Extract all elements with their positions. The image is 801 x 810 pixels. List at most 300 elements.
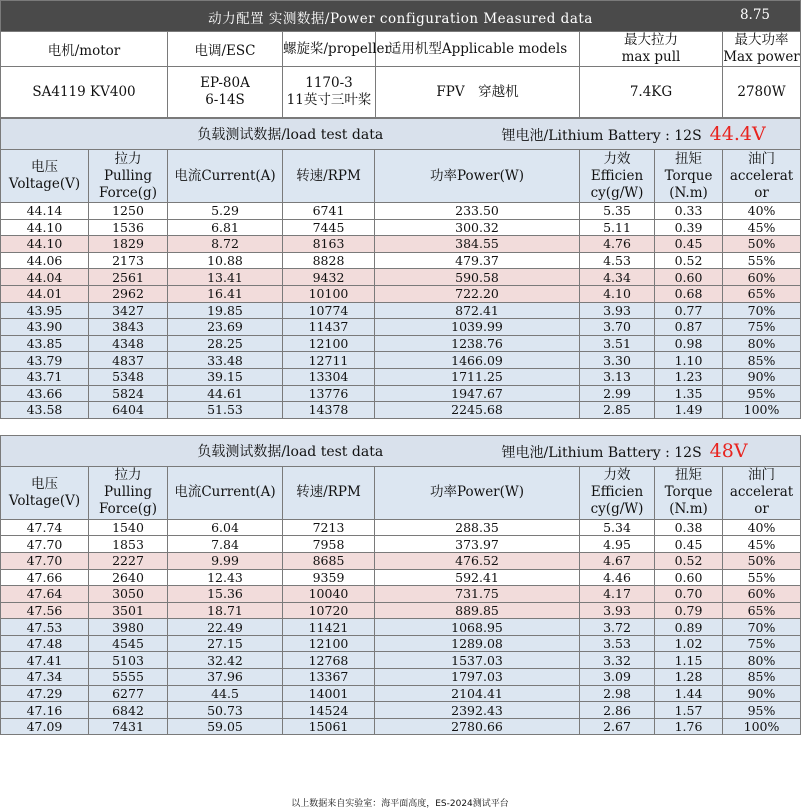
table-cell: 44.5 bbox=[168, 685, 283, 702]
pull-header-en-1: Pulling bbox=[103, 484, 153, 501]
table-cell: 47.70 bbox=[1, 536, 89, 553]
table-cell: 55% bbox=[723, 569, 801, 586]
table-row bbox=[1, 569, 801, 586]
table-cell: 3843 bbox=[89, 319, 168, 336]
table-cell: 43.79 bbox=[1, 352, 89, 369]
table-cell: 2.86 bbox=[580, 702, 655, 719]
table-cell: 43.90 bbox=[1, 319, 89, 336]
table-row bbox=[1, 236, 801, 253]
power-header: 功率Power(W) bbox=[375, 150, 580, 203]
data-rows bbox=[1, 203, 801, 419]
efficiency-header-en-1: Efficien bbox=[590, 167, 644, 184]
table-cell: 2962 bbox=[89, 285, 168, 302]
table-cell: 0.89 bbox=[655, 619, 723, 636]
esc-value bbox=[168, 67, 283, 118]
table-row bbox=[1, 619, 801, 636]
table-cell: 70% bbox=[723, 302, 801, 319]
efficiency-header-en-2: cy(g/W) bbox=[590, 184, 644, 201]
table-cell: 4.67 bbox=[580, 552, 655, 569]
table-cell: 300.32 bbox=[375, 219, 580, 236]
throttle-header-cn: 油门 bbox=[748, 467, 776, 484]
table-cell: 384.55 bbox=[375, 236, 580, 253]
table-cell: 9.99 bbox=[168, 552, 283, 569]
table-cell: 590.58 bbox=[375, 269, 580, 286]
table-cell: 0.87 bbox=[655, 319, 723, 336]
throttle-header bbox=[723, 466, 801, 519]
table-cell: 75% bbox=[723, 319, 801, 336]
table-cell: 3.53 bbox=[580, 635, 655, 652]
table-cell: 4.46 bbox=[580, 569, 655, 586]
table-row bbox=[1, 402, 801, 419]
table-cell: 60% bbox=[723, 269, 801, 286]
table-cell: 18.71 bbox=[168, 602, 283, 619]
table-cell: 7213 bbox=[283, 519, 375, 536]
voltage-header bbox=[1, 466, 89, 519]
pull-header-en-2: Force(g) bbox=[99, 184, 157, 201]
table-row bbox=[1, 352, 801, 369]
table-cell: 592.41 bbox=[375, 569, 580, 586]
table-cell: 40% bbox=[723, 519, 801, 536]
table-cell: 2.98 bbox=[580, 685, 655, 702]
table-cell: 0.60 bbox=[655, 569, 723, 586]
table-cell: 28.25 bbox=[168, 335, 283, 352]
table-cell: 1068.95 bbox=[375, 619, 580, 636]
propeller-value bbox=[283, 67, 376, 117]
table-cell: 9432 bbox=[283, 269, 375, 286]
table-cell: 13304 bbox=[283, 368, 375, 385]
current-header: 电流Current(A) bbox=[168, 466, 283, 519]
table-cell: 1711.25 bbox=[375, 368, 580, 385]
table-row bbox=[1, 602, 801, 619]
table-cell: 5.11 bbox=[580, 219, 655, 236]
pull-header bbox=[89, 466, 168, 519]
table-cell: 95% bbox=[723, 702, 801, 719]
table-cell: 1.15 bbox=[655, 652, 723, 669]
table-cell: 1.44 bbox=[655, 685, 723, 702]
table-cell: 1466.09 bbox=[375, 352, 580, 369]
table-cell: 3.51 bbox=[580, 335, 655, 352]
table-cell: 44.06 bbox=[1, 252, 89, 269]
table-cell: 1.35 bbox=[655, 385, 723, 402]
table-cell: 44.04 bbox=[1, 269, 89, 286]
table-cell: 6.04 bbox=[168, 519, 283, 536]
rpm-header: 转速/RPM bbox=[283, 150, 375, 203]
table-cell: 45% bbox=[723, 536, 801, 553]
table-cell: 2104.41 bbox=[375, 685, 580, 702]
table-cell: 1250 bbox=[89, 203, 168, 220]
table-row bbox=[1, 302, 801, 319]
table-cell: 8685 bbox=[283, 552, 375, 569]
max-power-value: 2780W bbox=[723, 67, 801, 118]
data-rows bbox=[1, 519, 801, 735]
table-cell: 2.67 bbox=[580, 718, 655, 735]
propeller-value-2: 11英寸三叶桨 bbox=[286, 92, 372, 108]
table-row bbox=[1, 635, 801, 652]
pull-header-en-1: Pulling bbox=[103, 167, 153, 184]
table-cell: 2.85 bbox=[580, 402, 655, 419]
table-cell: 43.66 bbox=[1, 385, 89, 402]
table-cell: 6.81 bbox=[168, 219, 283, 236]
torque-header bbox=[655, 150, 723, 203]
table-cell: 43.85 bbox=[1, 335, 89, 352]
table-cell: 43.71 bbox=[1, 368, 89, 385]
table-cell: 0.45 bbox=[655, 536, 723, 553]
table-cell: 37.96 bbox=[168, 669, 283, 686]
table-cell: 1238.76 bbox=[375, 335, 580, 352]
voltage-header-cn: 电压 bbox=[31, 159, 58, 175]
spec-header-row bbox=[1, 32, 801, 67]
table-cell: 85% bbox=[723, 669, 801, 686]
table-cell: 47.66 bbox=[1, 569, 89, 586]
table-cell: 40% bbox=[723, 203, 801, 220]
table-cell: 3.70 bbox=[580, 319, 655, 336]
table-cell: 80% bbox=[723, 652, 801, 669]
battery-voltage: 44.4V bbox=[709, 123, 766, 145]
table-cell: 12711 bbox=[283, 352, 375, 369]
table-cell: 4837 bbox=[89, 352, 168, 369]
table-cell: 45% bbox=[723, 219, 801, 236]
table-cell: 1.02 bbox=[655, 635, 723, 652]
table-cell: 4545 bbox=[89, 635, 168, 652]
table-cell: 50% bbox=[723, 552, 801, 569]
table-cell: 100% bbox=[723, 718, 801, 735]
section-gap bbox=[0, 419, 800, 435]
load-test-label: 负载测试数据/load test data bbox=[1, 119, 580, 150]
table-cell: 47.41 bbox=[1, 652, 89, 669]
table-cell: 70% bbox=[723, 619, 801, 636]
table-cell: 7431 bbox=[89, 718, 168, 735]
table-cell: 479.37 bbox=[375, 252, 580, 269]
table-cell: 39.15 bbox=[168, 368, 283, 385]
table-cell: 0.70 bbox=[655, 586, 723, 603]
table-cell: 4348 bbox=[89, 335, 168, 352]
table-cell: 2173 bbox=[89, 252, 168, 269]
table-row bbox=[1, 269, 801, 286]
table-cell: 44.61 bbox=[168, 385, 283, 402]
table-cell: 4.95 bbox=[580, 536, 655, 553]
table-row bbox=[1, 319, 801, 336]
table-cell: 889.85 bbox=[375, 602, 580, 619]
table-cell: 50% bbox=[723, 236, 801, 253]
pull-header bbox=[89, 150, 168, 203]
efficiency-header bbox=[580, 150, 655, 203]
table-cell: 1.57 bbox=[655, 702, 723, 719]
table-row bbox=[1, 203, 801, 220]
table-row bbox=[1, 652, 801, 669]
table-cell: 4.17 bbox=[580, 586, 655, 603]
table-cell: 1540 bbox=[89, 519, 168, 536]
table-cell: 1.28 bbox=[655, 669, 723, 686]
load-test-table bbox=[0, 118, 801, 419]
table-cell: 75% bbox=[723, 635, 801, 652]
table-cell: 12768 bbox=[283, 652, 375, 669]
table-cell: 5103 bbox=[89, 652, 168, 669]
table-cell: 15.36 bbox=[168, 586, 283, 603]
battery-cell bbox=[501, 435, 801, 466]
table-cell: 7445 bbox=[283, 219, 375, 236]
table-cell: 10720 bbox=[283, 602, 375, 619]
max-pull-cn: 最大拉力 bbox=[624, 32, 678, 48]
esc-header: 电调/ESC bbox=[168, 32, 283, 67]
table-cell: 5555 bbox=[89, 669, 168, 686]
table-cell: 43.58 bbox=[1, 402, 89, 419]
torque-header-cn: 扭矩 bbox=[675, 150, 703, 167]
battery-voltage: 48V bbox=[709, 439, 748, 462]
table-cell: 13776 bbox=[283, 385, 375, 402]
propeller-value-1: 1170-3 bbox=[305, 75, 353, 91]
table-cell: 13.41 bbox=[168, 269, 283, 286]
table-cell: 1853 bbox=[89, 536, 168, 553]
max-power-cn: 最大功率 bbox=[734, 32, 789, 48]
load-test-label: 负载测试数据/load test data bbox=[1, 435, 580, 466]
table-cell: 8828 bbox=[283, 252, 375, 269]
table-row bbox=[1, 252, 801, 269]
table-cell: 8.72 bbox=[168, 236, 283, 253]
table-row bbox=[1, 586, 801, 603]
table-cell: 47.34 bbox=[1, 669, 89, 686]
torque-header-en-2: (N.m) bbox=[669, 501, 708, 518]
table-cell: 0.38 bbox=[655, 519, 723, 536]
pull-header-cn: 拉力 bbox=[114, 467, 142, 484]
power-header: 功率Power(W) bbox=[375, 466, 580, 519]
table-cell: 47.70 bbox=[1, 552, 89, 569]
table-cell: 722.20 bbox=[375, 285, 580, 302]
table-cell: 2227 bbox=[89, 552, 168, 569]
table-row bbox=[1, 718, 801, 735]
table-cell: 11437 bbox=[283, 319, 375, 336]
table-cell: 47.29 bbox=[1, 685, 89, 702]
table-cell: 12.43 bbox=[168, 569, 283, 586]
table-cell: 0.79 bbox=[655, 602, 723, 619]
table-cell: 43.95 bbox=[1, 302, 89, 319]
battery-label: 锂电池/Lithium Battery : 12S bbox=[501, 444, 702, 461]
table-cell: 288.35 bbox=[375, 519, 580, 536]
table-cell: 12100 bbox=[283, 335, 375, 352]
table-cell: 6842 bbox=[89, 702, 168, 719]
torque-header-cn: 扭矩 bbox=[675, 467, 703, 484]
propeller-header bbox=[283, 32, 580, 67]
table-cell: 0.39 bbox=[655, 219, 723, 236]
table-cell: 3.93 bbox=[580, 602, 655, 619]
table-cell: 0.33 bbox=[655, 203, 723, 220]
table-cell: 10100 bbox=[283, 285, 375, 302]
models-value: FPV 穿越机 bbox=[436, 84, 519, 100]
pull-header-cn: 拉力 bbox=[114, 150, 142, 167]
table-cell: 47.64 bbox=[1, 586, 89, 603]
table-cell: 90% bbox=[723, 685, 801, 702]
table-row bbox=[1, 335, 801, 352]
table-cell: 872.41 bbox=[375, 302, 580, 319]
efficiency-header-en-1: Efficien bbox=[590, 484, 644, 501]
table-row bbox=[1, 219, 801, 236]
table-cell: 60% bbox=[723, 586, 801, 603]
table-cell: 476.52 bbox=[375, 552, 580, 569]
torque-header-en-1: Torque bbox=[664, 167, 713, 184]
battery-cell bbox=[501, 119, 801, 150]
title-bar bbox=[1, 1, 801, 32]
load-test-table bbox=[0, 435, 801, 736]
torque-header bbox=[655, 466, 723, 519]
table-cell: 0.68 bbox=[655, 285, 723, 302]
table-cell: 2561 bbox=[89, 269, 168, 286]
table-cell: 59.05 bbox=[168, 718, 283, 735]
table-cell: 32.42 bbox=[168, 652, 283, 669]
battery-label: 锂电池/Lithium Battery : 12S bbox=[501, 128, 702, 144]
table-cell: 1039.99 bbox=[375, 319, 580, 336]
table-cell: 7958 bbox=[283, 536, 375, 553]
table-cell: 10.88 bbox=[168, 252, 283, 269]
motor-value: SA4119 KV400 bbox=[1, 67, 168, 118]
table-cell: 55% bbox=[723, 252, 801, 269]
table-cell: 5.29 bbox=[168, 203, 283, 220]
table-cell: 0.52 bbox=[655, 552, 723, 569]
table-row bbox=[1, 519, 801, 536]
table-cell: 14378 bbox=[283, 402, 375, 419]
current-header: 电流Current(A) bbox=[168, 150, 283, 203]
max-pull-header bbox=[580, 32, 723, 67]
table-cell: 5.34 bbox=[580, 519, 655, 536]
table-cell: 1.49 bbox=[655, 402, 723, 419]
table-cell: 14001 bbox=[283, 685, 375, 702]
table-cell: 0.60 bbox=[655, 269, 723, 286]
data-table bbox=[0, 0, 801, 118]
table-cell: 44.10 bbox=[1, 219, 89, 236]
table-cell: 1829 bbox=[89, 236, 168, 253]
table-cell: 3.13 bbox=[580, 368, 655, 385]
table-cell: 1.10 bbox=[655, 352, 723, 369]
table-row bbox=[1, 669, 801, 686]
table-cell: 2780.66 bbox=[375, 718, 580, 735]
column-header-row bbox=[1, 466, 801, 519]
table-cell: 4.53 bbox=[580, 252, 655, 269]
efficiency-header-en-2: cy(g/W) bbox=[590, 501, 644, 518]
table-cell: 1289.08 bbox=[375, 635, 580, 652]
table-cell: 1536 bbox=[89, 219, 168, 236]
table-cell: 44.10 bbox=[1, 236, 89, 253]
table-cell: 65% bbox=[723, 285, 801, 302]
rpm-header: 转速/RPM bbox=[283, 466, 375, 519]
max-power-en: Max power bbox=[723, 49, 800, 65]
table-cell: 3980 bbox=[89, 619, 168, 636]
table-row bbox=[1, 536, 801, 553]
table-cell: 3.93 bbox=[580, 302, 655, 319]
table-cell: 14524 bbox=[283, 702, 375, 719]
table-cell: 44.14 bbox=[1, 203, 89, 220]
table-cell: 8163 bbox=[283, 236, 375, 253]
table-cell: 16.41 bbox=[168, 285, 283, 302]
table-cell: 44.01 bbox=[1, 285, 89, 302]
table-row bbox=[1, 285, 801, 302]
table-cell: 6404 bbox=[89, 402, 168, 419]
table-cell: 47.74 bbox=[1, 519, 89, 536]
table-cell: 22.49 bbox=[168, 619, 283, 636]
table-cell: 11421 bbox=[283, 619, 375, 636]
table-cell: 19.85 bbox=[168, 302, 283, 319]
max-pull-value: 7.4KG bbox=[580, 67, 723, 118]
throttle-header-en-2: or bbox=[754, 184, 769, 201]
date-label: 8.75 bbox=[739, 7, 770, 23]
table-cell: 47.53 bbox=[1, 619, 89, 636]
table-cell: 5.35 bbox=[580, 203, 655, 220]
models-header-label: 适用机型Applicable models bbox=[387, 41, 568, 57]
table-cell: 6277 bbox=[89, 685, 168, 702]
table-cell: 3.09 bbox=[580, 669, 655, 686]
table-cell: 1537.03 bbox=[375, 652, 580, 669]
table-cell: 4.10 bbox=[580, 285, 655, 302]
table-cell: 10040 bbox=[283, 586, 375, 603]
table-cell: 51.53 bbox=[168, 402, 283, 419]
max-pull-en: max pull bbox=[621, 49, 681, 65]
table-cell: 0.52 bbox=[655, 252, 723, 269]
spec-value-row bbox=[1, 67, 801, 118]
table-row bbox=[1, 702, 801, 719]
table-cell: 1797.03 bbox=[375, 669, 580, 686]
propeller-header-label: 螺旋桨/propeller bbox=[283, 32, 376, 66]
table-cell: 2245.68 bbox=[375, 402, 580, 419]
section-header-row bbox=[1, 119, 801, 150]
max-power-header bbox=[723, 32, 801, 67]
table-cell: 0.98 bbox=[655, 335, 723, 352]
pull-header-en-2: Force(g) bbox=[99, 501, 157, 518]
section-header-row bbox=[1, 435, 801, 466]
table-cell: 3050 bbox=[89, 586, 168, 603]
table-cell: 3.32 bbox=[580, 652, 655, 669]
throttle-header bbox=[723, 150, 801, 203]
table-cell: 233.50 bbox=[375, 203, 580, 220]
table-cell: 100% bbox=[723, 402, 801, 419]
table-cell: 85% bbox=[723, 352, 801, 369]
column-header-row bbox=[1, 150, 801, 203]
torque-header-en-1: Torque bbox=[664, 484, 713, 501]
table-cell: 27.15 bbox=[168, 635, 283, 652]
table-cell: 1.23 bbox=[655, 368, 723, 385]
table-cell: 4.34 bbox=[580, 269, 655, 286]
table-cell: 3.72 bbox=[580, 619, 655, 636]
throttle-header-en-2: or bbox=[754, 501, 769, 518]
efficiency-header-cn: 力效 bbox=[603, 150, 631, 167]
efficiency-header bbox=[580, 466, 655, 519]
page-title: 动力配置 实测数据/Power configuration Measured data bbox=[208, 11, 593, 27]
table-cell: 1947.67 bbox=[375, 385, 580, 402]
table-cell: 33.48 bbox=[168, 352, 283, 369]
table-row bbox=[1, 685, 801, 702]
table-cell: 95% bbox=[723, 385, 801, 402]
table-cell: 3427 bbox=[89, 302, 168, 319]
voltage-header-en: Voltage(V) bbox=[8, 492, 81, 509]
esc-value-1: EP-80A bbox=[200, 75, 250, 91]
table-cell: 13367 bbox=[283, 669, 375, 686]
table-cell: 5824 bbox=[89, 385, 168, 402]
table-cell: 731.75 bbox=[375, 586, 580, 603]
table-cell: 1.76 bbox=[655, 718, 723, 735]
table-cell: 47.56 bbox=[1, 602, 89, 619]
table-cell: 47.48 bbox=[1, 635, 89, 652]
table-cell: 80% bbox=[723, 335, 801, 352]
throttle-header-en-1: accelerat bbox=[729, 167, 794, 184]
motor-header: 电机/motor bbox=[1, 32, 168, 67]
table-cell: 3.30 bbox=[580, 352, 655, 369]
table-cell: 10774 bbox=[283, 302, 375, 319]
throttle-header-en-1: accelerat bbox=[729, 484, 794, 501]
table-cell: 3501 bbox=[89, 602, 168, 619]
table-cell: 0.45 bbox=[655, 236, 723, 253]
table-cell: 6741 bbox=[283, 203, 375, 220]
propeller-models-value bbox=[283, 67, 580, 118]
table-cell: 4.76 bbox=[580, 236, 655, 253]
voltage-header bbox=[1, 150, 89, 203]
table-cell: 23.69 bbox=[168, 319, 283, 336]
table-cell: 9359 bbox=[283, 569, 375, 586]
